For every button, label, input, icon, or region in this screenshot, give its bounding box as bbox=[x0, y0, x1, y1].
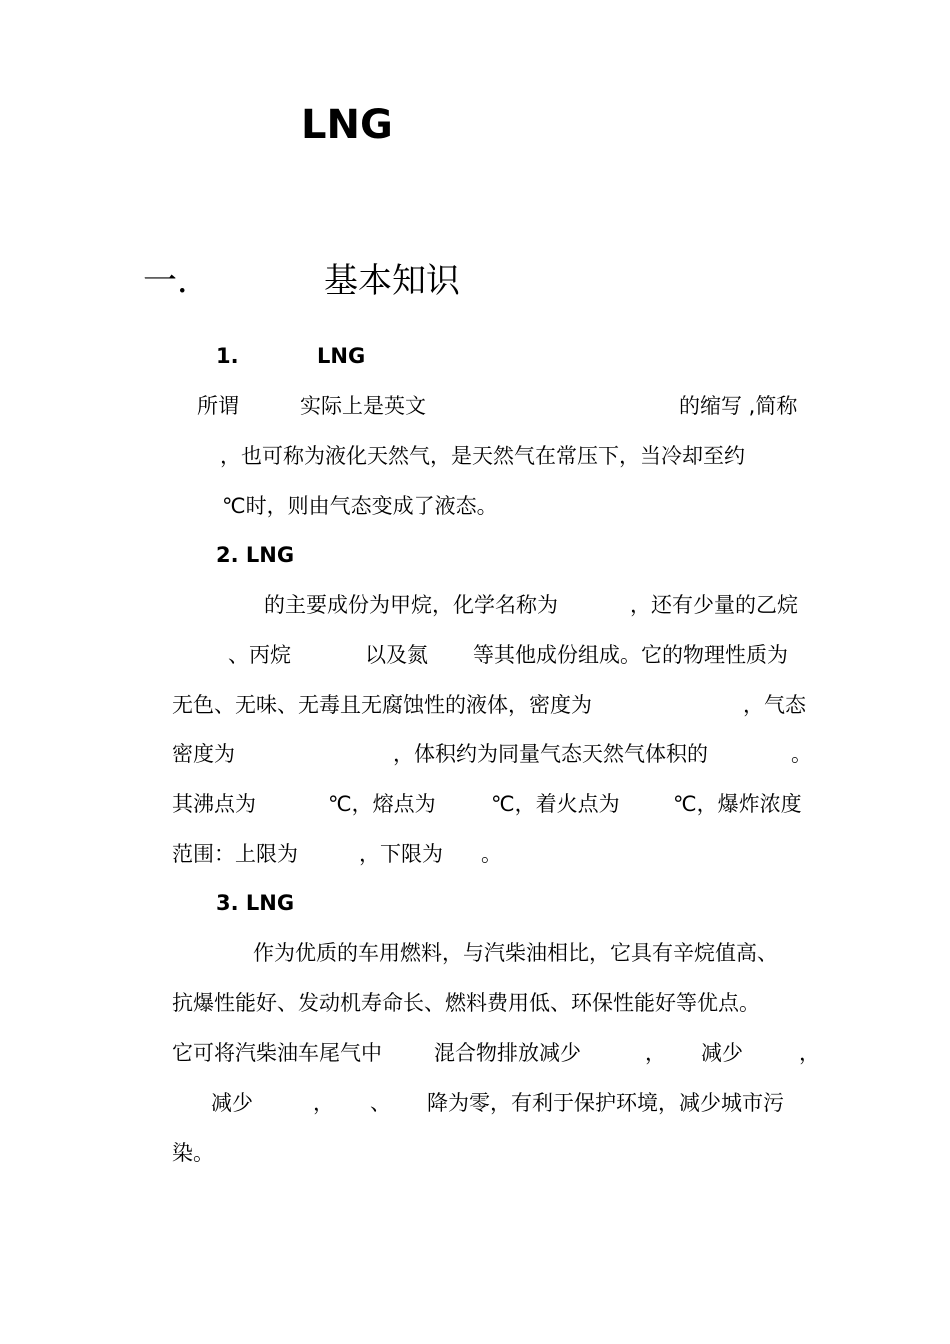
section-heading: 基本知识 bbox=[324, 261, 460, 301]
text-fragment: 它可将汽柴油车尾气中 bbox=[172, 1041, 382, 1065]
text-fragment: 的缩写 ,简称 bbox=[679, 394, 798, 418]
item-3-heading: 3. LNG bbox=[216, 891, 295, 915]
text-fragment: ， bbox=[799, 1041, 820, 1065]
text-fragment: 作为优质的车用燃料，与汽柴油相比，它具有辛烷值高、 bbox=[253, 941, 778, 965]
text-fragment: 。 bbox=[481, 842, 502, 866]
text-fragment: 减少 bbox=[701, 1041, 743, 1065]
text-fragment: ，还有少量的乙烷 bbox=[630, 593, 798, 617]
text-fragment: 。 bbox=[791, 742, 812, 766]
item-1-number: 1. bbox=[216, 344, 239, 368]
text-fragment: ，气态 bbox=[743, 693, 806, 717]
text-fragment: ， bbox=[645, 1041, 666, 1065]
text-fragment: 以及氮 bbox=[365, 643, 428, 667]
text-fragment: 降为零，有利于保护环境，减少城市污 bbox=[427, 1091, 784, 1115]
text-fragment: 抗爆性能好、发动机寿命长、燃料费用低、环保性能好等优点。 bbox=[172, 991, 760, 1015]
text-fragment: 混合物排放减少 bbox=[434, 1041, 581, 1065]
text-fragment: ℃时，则由气态变成了液态。 bbox=[222, 494, 498, 518]
text-fragment: 减少 bbox=[211, 1091, 253, 1115]
text-fragment: 染。 bbox=[172, 1141, 214, 1165]
text-fragment: ，下限为 bbox=[359, 842, 443, 866]
item-2-heading: 2. LNG bbox=[216, 543, 295, 567]
text-fragment: ℃，熔点为 bbox=[328, 792, 436, 816]
text-fragment: ， bbox=[313, 1091, 334, 1115]
text-fragment: 范围：上限为 bbox=[172, 842, 298, 866]
section-number: 一． bbox=[143, 261, 211, 301]
text-fragment: 密度为 bbox=[172, 742, 235, 766]
text-fragment: 、 bbox=[370, 1091, 391, 1115]
text-fragment: ，也可称为液化天然气，是天然气在常压下，当冷却至约 bbox=[220, 444, 745, 468]
text-fragment: 等其他成份组成。它的物理性质为 bbox=[473, 643, 788, 667]
item-1-heading: LNG bbox=[317, 344, 366, 368]
document-title: LNG bbox=[301, 102, 393, 148]
text-fragment: ，体积约为同量气态天然气体积的 bbox=[393, 742, 708, 766]
text-fragment: 实际上是英文 bbox=[300, 394, 426, 418]
text-fragment: 无色、无味、无毒且无腐蚀性的液体，密度为 bbox=[172, 693, 592, 717]
text-fragment: ℃，爆炸浓度 bbox=[673, 792, 802, 816]
text-fragment: 所谓 bbox=[197, 394, 239, 418]
text-fragment: 的主要成份为甲烷，化学名称为 bbox=[264, 593, 558, 617]
text-fragment: 、丙烷 bbox=[228, 643, 291, 667]
text-fragment: 其沸点为 bbox=[172, 792, 256, 816]
text-fragment: ℃，着火点为 bbox=[491, 792, 620, 816]
